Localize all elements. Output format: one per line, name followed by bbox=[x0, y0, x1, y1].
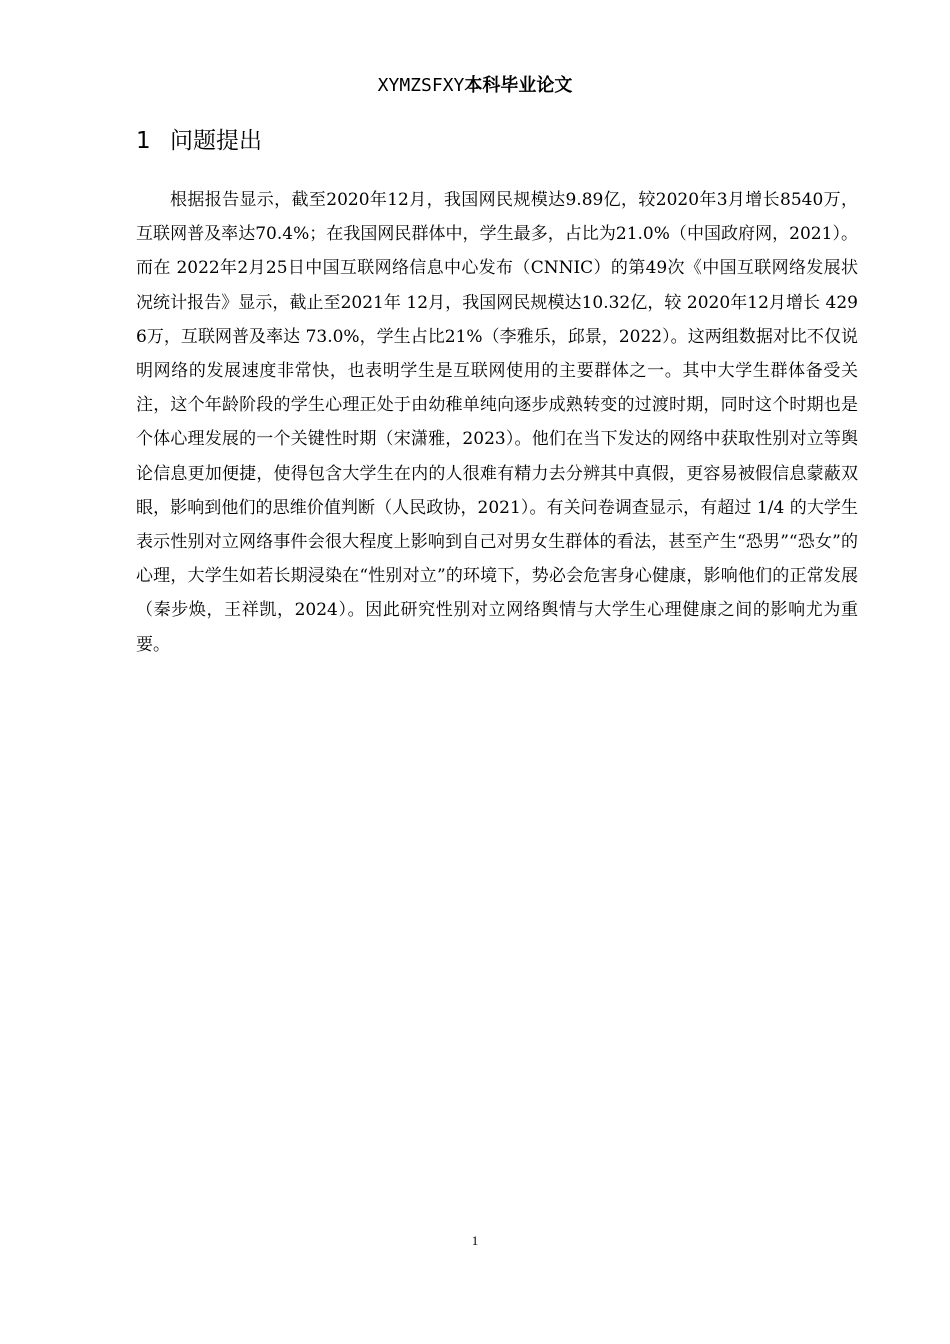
header-document-type: 本科毕业论文 bbox=[464, 75, 573, 96]
section-number: 1 bbox=[136, 128, 151, 154]
section-heading bbox=[136, 125, 262, 157]
page-header bbox=[0, 72, 950, 99]
section-title: 问题提出 bbox=[170, 128, 262, 154]
page-number: 1 bbox=[471, 1233, 479, 1248]
header-school-code: XYMZSFXY bbox=[377, 75, 465, 96]
body-paragraph: 根据报告显示，截至2020年12月，我国网民规模达9.89亿，较2020年3月增长8540万，互联网普及率达70.4%；在我国网民群体中，学生最多，占比为21.0%（中国政府网，2021）。而在 2022年2月25日中国互联网络信息中心发布（CNNIC）的第49次《中国互联网络发展状况统计报告》显示，截止至2021年 12月，我国网民规模达10.32亿，较 2020年12月增长 4296万，互联网普及率达 73.0%，学生占比21%（李雅乐，邱景，2022）。这两组数据对比不仅说明网络的发展速度非常快，也表明学生是互联网使用的主要群体之一。其中大学生群体备受关注，这个年龄阶段的学生心理正处于由幼稚单纯向逐步成熟转变的过渡时期，同时这个时期也是个体心理发展的一个关键性时期（宋潇雅，2023）。他们在当下发达的网络中获取性别对立等舆论信息更加便捷，使得包含大学生在内的人很难有精力去分辨其中真假，更容易被假信息蒙蔽双眼，影响到他们的思维价值判断（人民政协，2021）。有关问卷调查显示，有超过 1/4 的大学生表示性别对立网络事件会很大程度上影响到自己对男女生群体的看法，甚至产生“恐男”“恐女”的心理，大学生如若长期浸染在“性别对立”的环境下，势必会危害身心健康，影响他们的正常发展（秦步焕，王祥凯，2024）。因此研究性别对立网络舆情与大学生心理健康之间的影响尤为重要。 bbox=[136, 190, 858, 655]
